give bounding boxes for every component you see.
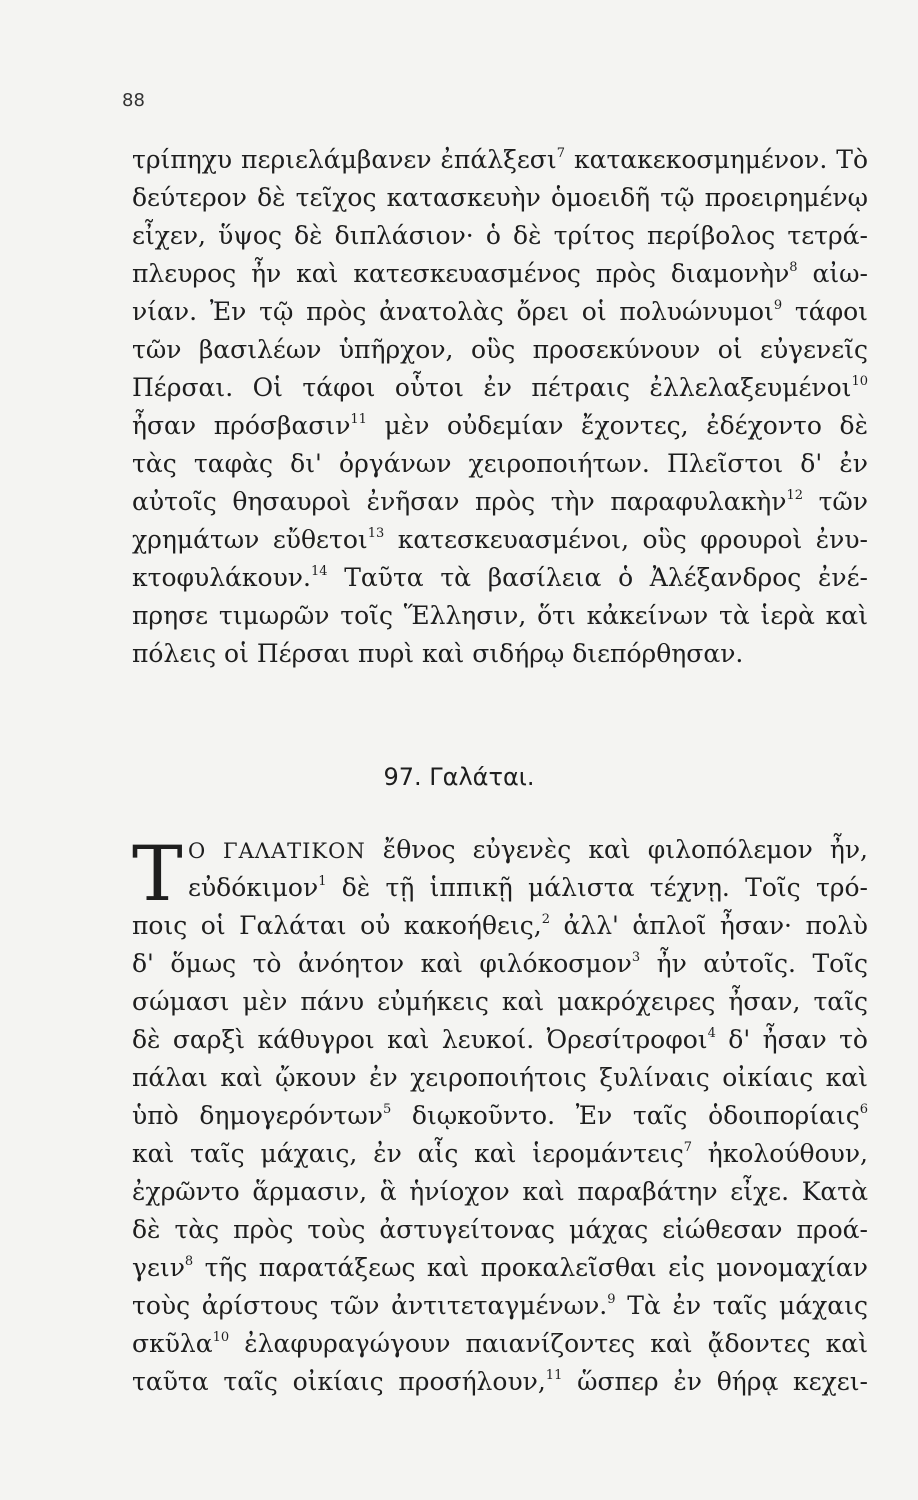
line-text: αὐτοῖς θησαυροὶ ἐνῆσαν πρὸς τὴν παραφυλακὴν	[132, 487, 787, 516]
text-line	[132, 1173, 868, 1211]
line-text: τῶν βασιλέων ὑπῆρχον, οὓς προσεκύνουν οἱ εὐγενεῖς	[132, 335, 868, 364]
line-text: κτοφυλάκουν.	[132, 563, 311, 592]
text-line	[132, 293, 868, 331]
text-line	[132, 1211, 868, 1249]
text-line	[132, 597, 868, 635]
footnote-marker: 9	[773, 298, 783, 313]
line-text: δεύτερον δὲ τεῖχος κατασκευὴν ὁμοειδῆ τῷ προειρημένῳ	[132, 183, 868, 212]
footnote-marker: 7	[683, 1140, 692, 1155]
line-text: κατεσκευασμένοι, οὓς φρουροὶ ἐνυ-	[384, 525, 868, 554]
section-97-text	[132, 831, 868, 1401]
line-text: γειν	[132, 1253, 185, 1282]
line-text: ὥσπερ ἐν θήρᾳ κεχει-	[562, 1367, 868, 1396]
line-text: τῆς παρατάξεως καὶ προκαλεῖσθαι εἰς μονομαχίαν	[193, 1253, 868, 1282]
line-text: Τὰ ἐν ταῖς μάχαις	[615, 1291, 868, 1320]
footnote-marker: 2	[541, 912, 550, 927]
footnote-marker: 7	[556, 146, 565, 161]
text-line	[188, 831, 868, 869]
footnote-marker: 10	[212, 1330, 230, 1345]
text-line	[132, 445, 868, 483]
footnote-marker: 8	[184, 1254, 194, 1269]
line-text: χρημάτων εὔθετοι	[132, 525, 368, 554]
line-text: διῳκοῦντο. Ἐν ταῖς ὁδοιπορίαις	[391, 1101, 860, 1130]
line-text: εἶχεν, ὕψος δὲ διπλάσιον· ὁ δὲ τρίτος περίβολος τετρά-	[132, 221, 868, 250]
text-line	[132, 1363, 868, 1401]
text-line	[132, 141, 868, 179]
line-text: δὲ τῇ ἱππικῇ μάλιστα τέχνῃ. Τοῖς τρό-	[326, 873, 868, 902]
text-line	[132, 907, 868, 945]
line-text: ἦσαν πρόσβασιν	[132, 411, 351, 440]
text-line	[132, 635, 868, 673]
text-line	[132, 179, 868, 217]
footnote-marker: 11	[545, 1368, 563, 1383]
line-text: ὑπὸ δημογερόντων	[132, 1101, 383, 1130]
line-text: δ' ἦσαν τὸ	[715, 1025, 868, 1054]
line-text: αἰω-	[797, 259, 868, 288]
line-text: ταῦτα ταῖς οἰκίαις προσήλουν,	[132, 1367, 546, 1396]
text-line	[132, 369, 868, 407]
footnote-marker: 4	[707, 1026, 716, 1041]
footnote-marker: 13	[367, 526, 385, 541]
text-line	[132, 521, 868, 559]
text-line	[132, 483, 868, 521]
line-text: σώμασι μὲν πάνυ εὐμήκεις καὶ μακρόχειρες ἦσαν, ταῖς	[132, 987, 868, 1016]
text-line	[132, 1249, 868, 1287]
section-heading	[0, 762, 918, 792]
footnote-marker: 12	[786, 488, 803, 503]
line-text: δ' ὅμως τὸ ἀνόητον καὶ φιλόκοσμον	[132, 949, 632, 978]
text-line	[132, 1021, 868, 1059]
line-text: τὰς ταφὰς δι' ὀργάνων χειροποιήτων. Πλεῖστοι δ' ἐν	[132, 449, 868, 478]
text-line	[132, 1325, 868, 1363]
footnote-marker: 14	[310, 564, 328, 579]
line-text: Πέρσαι. Οἱ τάφοι οὗτοι ἐν πέτραις ἐλλελαξευμένοι	[132, 373, 852, 402]
section-number: 97.	[383, 763, 422, 791]
line-text: δὲ σαρξὶ κάθυγροι καὶ λευκοί. Ὀρεσίτροφοι	[132, 1025, 708, 1054]
page-number: 88	[122, 90, 145, 111]
footnote-marker: 11	[350, 412, 367, 427]
line-text: δὲ τὰς πρὸς τοὺς ἀστυγείτονας μάχας εἰώθεσαν προά-	[132, 1215, 868, 1244]
footnote-marker: 9	[607, 1292, 616, 1307]
footnote-marker: 3	[631, 950, 641, 965]
drop-cap: Τ	[132, 829, 183, 918]
text-line	[132, 1097, 868, 1135]
line-text: κατακεκοσμημένον. Τὸ	[564, 145, 868, 174]
text-line	[132, 1135, 868, 1173]
section-96-text	[132, 141, 868, 673]
footnote-marker: 5	[382, 1102, 392, 1117]
line-text: τάφοι	[782, 297, 868, 326]
text-line	[132, 559, 868, 597]
text-line	[132, 255, 868, 293]
line-text: ἐχρῶντο ἅρμασιν, ἃ ἡνίοχον καὶ παραβάτην εἶχε. Κατὰ	[132, 1177, 868, 1206]
text-line	[132, 1059, 868, 1097]
line-text: ποις οἱ Γαλάται οὐ κακοήθεις,	[132, 911, 542, 940]
line-text: τῶν	[802, 487, 868, 516]
line-text: τρίπηχυ περιελάμβανεν ἐπάλξεσι	[132, 145, 557, 174]
text-line	[132, 407, 868, 445]
text-line	[132, 217, 868, 255]
line-text: ἠκολούθουν,	[691, 1139, 868, 1168]
line-text: νίαν. Ἐν τῷ πρὸς ἀνατολὰς ὄρει οἱ πολυώνυμοι	[132, 297, 774, 326]
line-text: τοὺς ἀρίστους τῶν ἀντιτεταγμένων.	[132, 1291, 608, 1320]
line-text: Ταῦτα τὰ βασίλεια ὁ Ἀλέξανδρος ἐνέ-	[327, 563, 868, 592]
line-text: πλευρος ἦν καὶ κατεσκευασμένος πρὸς διαμονὴν	[132, 259, 790, 288]
text-line	[132, 945, 868, 983]
footnote-marker: 1	[318, 874, 327, 889]
line-text: ἔθνος εὐγενὲς καὶ φιλοπόλεμον ἦν,	[365, 835, 868, 864]
line-text: σκῦλα	[132, 1329, 213, 1358]
text-line	[188, 869, 868, 907]
line-text: καὶ ταῖς μάχαις, ἐν αἷς καὶ ἱερομάντεις	[132, 1139, 684, 1168]
footnote-marker: 8	[789, 260, 798, 275]
line-text: πρησε τιμωρῶν τοῖς Ἕλλησιν, ὅτι κἀκείνων τὰ ἱερὰ καὶ	[132, 601, 868, 630]
text-line	[132, 1287, 868, 1325]
line-text: μὲν οὐδεμίαν ἔχοντες, ἐδέχοντο δὲ	[366, 411, 868, 440]
text-line	[132, 331, 868, 369]
line-text: ἀλλ' ἁπλοῖ ἦσαν· πολὺ	[550, 911, 868, 940]
small-caps-opening: Ο ΓΑΛΑΤΙΚΟΝ	[188, 839, 366, 863]
line-text: εὐδόκιμον	[188, 873, 319, 902]
footnote-marker: 10	[851, 374, 868, 389]
section-title: Γαλάται.	[429, 763, 535, 791]
footnote-marker: 6	[859, 1102, 868, 1117]
line-text: ἐλαφυραγώγουν παιανίζοντες καὶ ᾄδοντες καὶ	[229, 1329, 868, 1358]
line-text: πόλεις οἱ Πέρσαι πυρὶ καὶ σιδήρῳ διεπόρθησαν.	[132, 639, 744, 668]
line-text: πάλαι καὶ ᾤκουν ἐν χειροποιήτοις ξυλίναις οἰκίαις καὶ	[132, 1063, 868, 1092]
line-text: ἦν αὐτοῖς. Τοῖς	[640, 949, 868, 978]
text-line	[132, 983, 868, 1021]
